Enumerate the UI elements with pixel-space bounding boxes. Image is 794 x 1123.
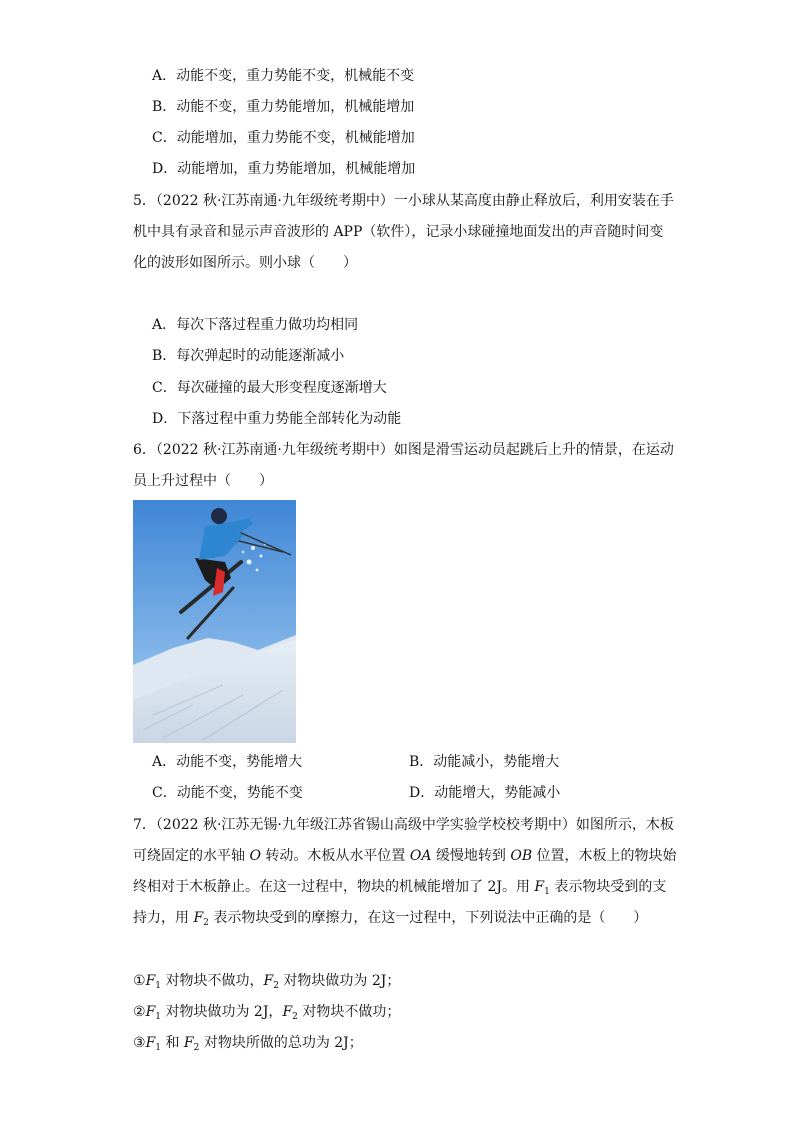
q5-stem-line-1: 5．（2022 秋·江苏南通·九年级统考期中）一小球从某高度由静止释放后，利用安装在手 xyxy=(133,193,674,209)
q7-stem-line-2: 可绕固定的水平轴 O 转动。木板从水平位置 OA 缓慢地转到 OB 位置，木板上的物块始 xyxy=(133,848,677,864)
q5-stem-line-3: 化的波形如图所示。则小球（ ） xyxy=(133,255,357,271)
q7-stem-line-4: 持力，用 $F_2$ 表示物块受到的摩擦力，在这一过程中，下列说法中正确的是（ ） xyxy=(133,910,648,928)
q4-option-b: B．动能不变，重力势能增加，机械能增加 xyxy=(152,99,415,115)
q7-statement-3: $③F_1$ 和 $F_2$ 对物块所做的总功为 2J； xyxy=(133,1035,363,1053)
q7-statement-1: $①F_1$ 对物块不做功，$F_2$ 对物块做功为 2J； xyxy=(133,973,401,991)
q5-option-c: C．每次碰撞的最大形变程度逐渐增大 xyxy=(152,380,387,396)
q7-stem-line-3: 终相对于木板静止。在这一过程中，物块的机械能增加了 2J。用 $F_1$ 表示物块受到的支 xyxy=(133,879,667,897)
q7-stem-line-1: 7．（2022 秋·江苏无锡·九年级江苏省锡山高级中学实验学校校考期中）如图所示，木板 xyxy=(133,817,674,833)
q4-option-c: C．动能增加，重力势能不变，机械能增加 xyxy=(152,130,415,146)
q6-option-a: A．动能不变，势能增大 xyxy=(152,754,303,770)
q5-option-a: A．每次下落过程重力做功均相同 xyxy=(152,317,359,333)
q5-option-d: D．下落过程中重力势能全部转化为动能 xyxy=(152,411,402,427)
q6-option-c: C．动能不变，势能不变 xyxy=(152,785,303,801)
skier-photo xyxy=(133,500,296,743)
q4-option-a: A．动能不变，重力势能不变，机械能不变 xyxy=(152,68,415,84)
q5-stem-line-2: 机中具有录音和显示声音波形的 APP（软件），记录小球碰撞地面发出的声音随时间变 xyxy=(133,224,664,240)
q6-option-b: B．动能减小，势能增大 xyxy=(409,754,560,770)
q5-option-b: B．每次弹起时的动能逐渐减小 xyxy=(152,348,345,364)
q7-statement-2: $②F_1$ 对物块做功为 2J，$F_2$ 对物块不做功； xyxy=(133,1004,401,1022)
q6-stem-line-2: 员上升过程中（ ） xyxy=(133,473,273,489)
q6-option-d: D．动能增大，势能减小 xyxy=(409,785,561,801)
q4-option-d: D．动能增加，重力势能增加，机械能增加 xyxy=(152,161,416,177)
q6-stem-line-1: 6．（2022 秋·江苏南通·九年级统考期中）如图是滑雪运动员起跳后上升的情景，在运动 xyxy=(133,442,674,458)
